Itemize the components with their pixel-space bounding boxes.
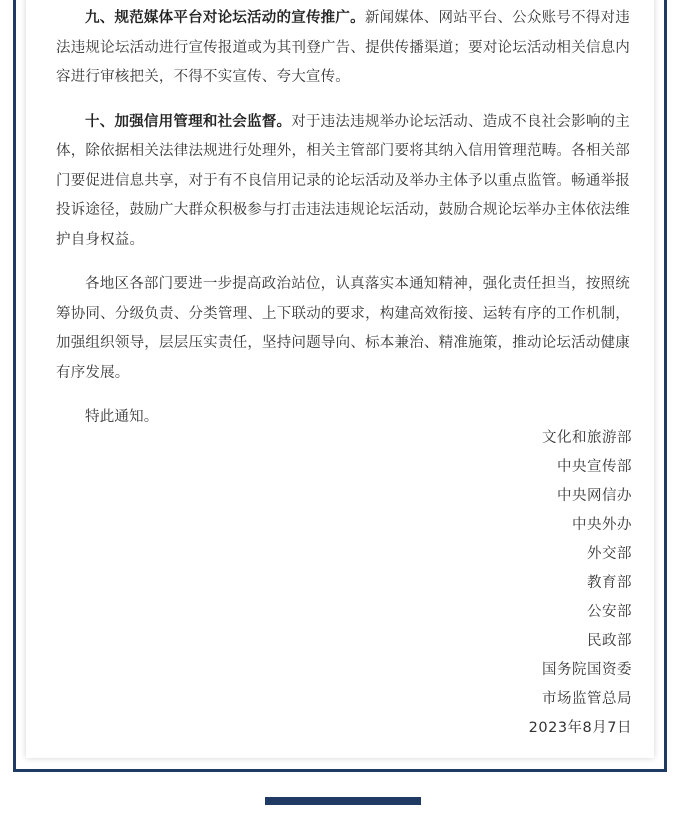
signatory: 外交部 [587, 546, 632, 562]
signatory: 中央网信办 [557, 488, 632, 504]
signatory: 教育部 [587, 575, 632, 591]
section-10-paragraph [56, 108, 630, 256]
signatory: 中央外办 [572, 517, 632, 533]
closing-line: 特此通知。 [85, 409, 159, 425]
summary-paragraph: 各地区各部门要进一步提高政治站位，认真落实本通知精神，强化责任担当，按照统筹协同、分级负责、分类管理、上下联动的要求，构建高效衔接、运转有序的工作机制，加强组织领导，层层压实责任，坚持问题导向、标本兼治、精准施策，推动论坛活动健康有序发展。 [56, 276, 630, 381]
document-frame [13, 0, 667, 772]
signatory-block [529, 424, 632, 743]
document-body [56, 4, 630, 433]
signatory: 文化和旅游部 [542, 430, 632, 446]
document-card [26, 0, 654, 758]
section-10-body: 对于违法违规举办论坛活动、造成不良社会影响的主体，除依据相关法律法规进行处理外，相关主管部门要将其纳入信用管理范畴。各相关部门要促进信息共享，对于有不良信用记录的论坛活动及举办主体予以重点监管。畅通举报投诉途径，鼓励广大群众积极参与打击违法违规论坛活动，鼓励合规论坛举办主体依法维护自身权益。 [56, 113, 630, 248]
signatory: 中央宣传部 [557, 459, 632, 475]
section-10-heading: 十、加强信用管理和社会监督。 [85, 113, 292, 130]
signatory: 公安部 [587, 604, 632, 620]
section-9-paragraph [56, 4, 630, 93]
signatory: 市场监管总局 [542, 691, 632, 707]
issue-date: 2023年8月7日 [528, 720, 632, 736]
signatory: 民政部 [587, 633, 632, 649]
section-9-body: 新闻媒体、网站平台、公众账号不得对违法违规论坛活动进行宣传报道或为其刊登广告、提供传播渠道；要对论坛活动相关信息内容进行审核把关，不得不实宣传、夸大宣传。 [56, 10, 630, 85]
section-9-heading: 九、规范媒体平台对论坛活动的宣传推广。 [85, 10, 365, 26]
signatory: 国务院国资委 [542, 662, 632, 678]
bottom-divider-bar [265, 797, 421, 805]
